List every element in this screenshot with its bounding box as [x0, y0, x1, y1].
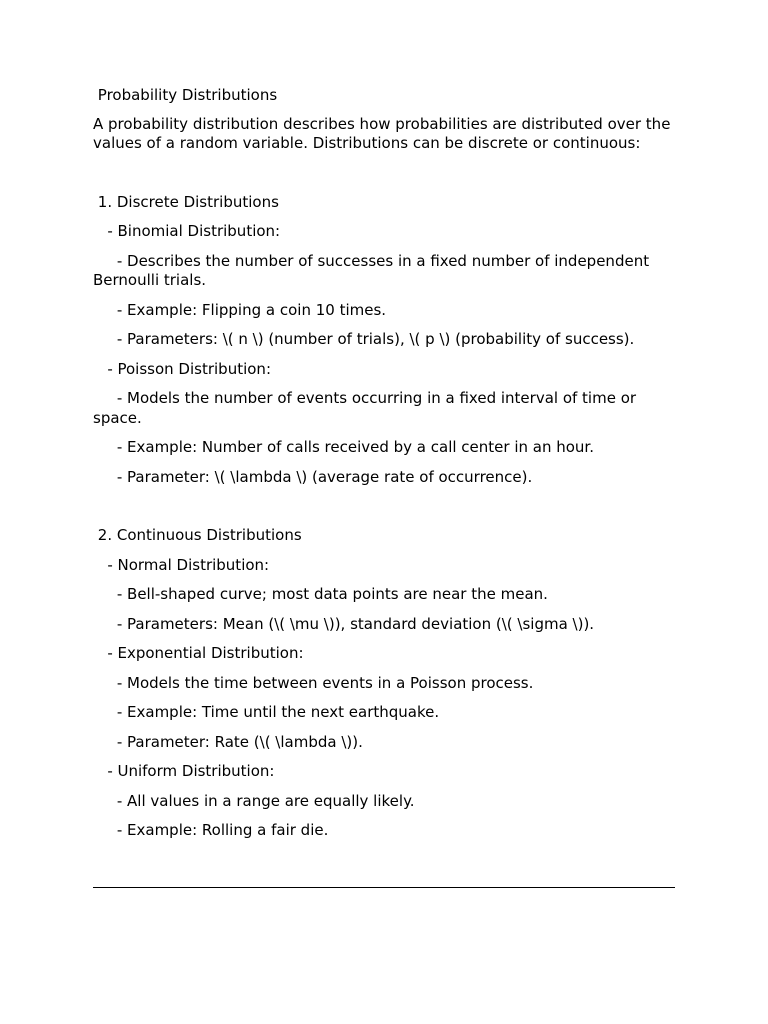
- list-item: - Poisson Distribution:: [93, 359, 271, 378]
- section-discrete: [93, 193, 675, 488]
- list-item: - Models the time between events in a Poisson process.: [93, 673, 534, 692]
- list-item: - Example: Rolling a fair die.: [93, 821, 329, 839]
- intro-paragraph: A probability distribution describes how probabilities are distributed over the values of a random variable. Distributions can be discrete or continuous:: [93, 114, 676, 152]
- list-item: - Parameters: Mean (\( \mu \)), standard deviation (\( \sigma \)).: [93, 614, 595, 633]
- document-body: [93, 86, 675, 851]
- section-continuous: [93, 526, 675, 841]
- list-item: - Parameters: \( n \) (number of trials), \( p \) (probability of success).: [93, 330, 635, 348]
- section-heading: 1. Discrete Distributions: [93, 192, 279, 211]
- section-heading: 2. Continuous Distributions: [93, 526, 302, 544]
- list-item: - Normal Distribution:: [93, 555, 270, 574]
- list-item: - Example: Time until the next earthquake.: [93, 703, 440, 721]
- list-item: - Bell-shaped curve; most data points are near the mean.: [93, 585, 548, 603]
- list-item: - Describes the number of successes in a fixed number of independent Bernoulli trials.: [93, 251, 654, 289]
- list-item: - Binomial Distribution:: [93, 222, 281, 240]
- page-title: Probability Distributions: [93, 86, 278, 104]
- list-item: - Models the number of events occurring in a fixed interval of time or space.: [93, 389, 641, 427]
- section-spacer: [93, 497, 675, 526]
- list-item: - All values in a range are equally likely.: [93, 791, 415, 810]
- horizontal-rule: [93, 887, 675, 888]
- section-spacer: [93, 164, 675, 193]
- list-item: - Example: Number of calls received by a call center in an hour.: [93, 438, 594, 456]
- list-item: - Parameter: Rate (\( \lambda \)).: [93, 732, 363, 751]
- list-item: - Exponential Distribution:: [93, 644, 304, 662]
- list-item: - Uniform Distribution:: [93, 762, 275, 780]
- list-item: - Example: Flipping a coin 10 times.: [93, 300, 387, 319]
- list-item: - Parameter: \( \lambda \) (average rate of occurrence).: [93, 467, 533, 486]
